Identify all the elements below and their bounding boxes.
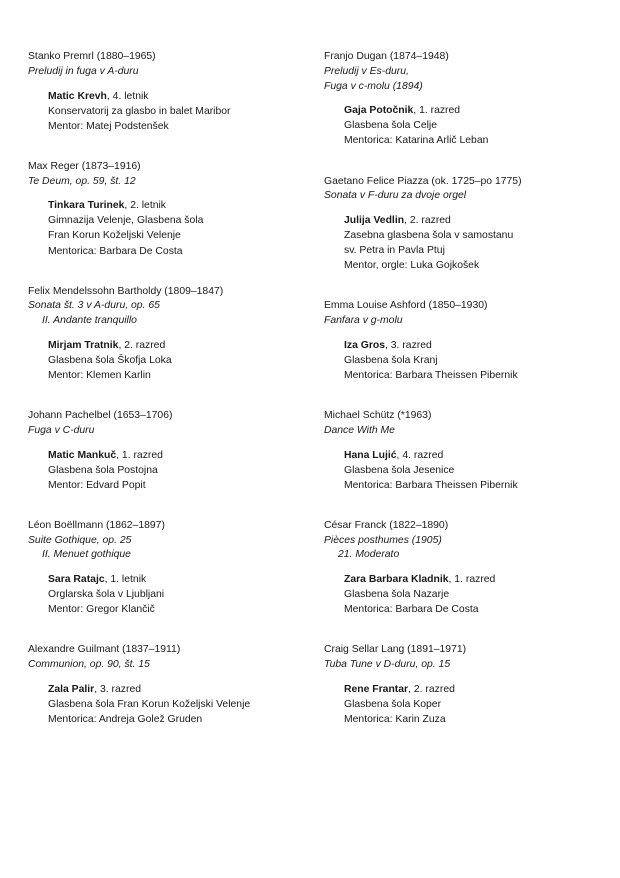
- performer-grade: , 1. razred: [448, 574, 496, 586]
- performer-name: Zara Barbara Kladnik: [344, 574, 449, 586]
- performer-line: [344, 448, 592, 463]
- school-name: Glasbena šola Jesenice: [344, 464, 455, 476]
- performer-grade: , 3. razred: [94, 683, 141, 695]
- performer-block: [324, 103, 592, 148]
- program-entry: [324, 519, 592, 618]
- performer-name: Mirjam Tratnik: [48, 339, 119, 351]
- mentor-name: Mentorica: Barbara Theissen Pibernik: [344, 479, 518, 491]
- performer-name: Rene Frantar: [344, 683, 409, 695]
- work-title: Tuba Tune v D-duru, op. 15: [324, 659, 451, 671]
- composer-name: Alexandre Guilmant (1837–1911): [28, 644, 181, 656]
- composer-name: Michael Schütz (*1963): [324, 410, 432, 422]
- performer-name: Tinkara Turinek: [48, 200, 125, 212]
- composer-name: Gaetano Felice Piazza (ok. 1725–po 1775): [324, 175, 522, 187]
- mentor-name: Mentorica: Barbara De Costa: [344, 604, 479, 616]
- performer-grade: , 2. letnik: [124, 200, 167, 212]
- school-name: Glasbena šola Škofja Loka: [48, 354, 172, 366]
- program-entry: [324, 299, 592, 383]
- performer-block: [28, 572, 296, 617]
- program-entry: [28, 409, 296, 493]
- program-column-left: [28, 50, 296, 753]
- school-name: sv. Petra in Pavla Ptuj: [344, 245, 445, 257]
- work-title: Dance With Me: [324, 424, 395, 436]
- program-entry: [324, 50, 592, 149]
- work-title: Preludij in fuga v A-duru: [28, 65, 139, 77]
- performer-name: Sara Ratajc: [48, 574, 105, 586]
- work-title: Te Deum, op. 59, št. 12: [28, 175, 136, 187]
- performer-grade: , 2. razred: [408, 683, 455, 695]
- mentor-name: Mentorica: Barbara De Costa: [48, 245, 183, 257]
- performer-grade: , 1. razred: [116, 449, 163, 461]
- school-name: Glasbena šola Fran Korun Koželjski Velenje: [48, 699, 251, 711]
- movement-title: II. Menuet gothique: [42, 549, 131, 561]
- movement-title: 21. Moderato: [338, 549, 400, 561]
- program-columns: [28, 50, 592, 753]
- composer-name: Emma Louise Ashford (1850–1930): [324, 300, 488, 312]
- program-entry: [28, 643, 296, 727]
- performer-block: [28, 89, 296, 134]
- performer-grade: , 2. razred: [118, 339, 166, 351]
- performer-grade: , 3. razred: [385, 339, 432, 351]
- school-name: Zasebna glasbena šola v samostanu: [344, 230, 514, 242]
- performer-line: [344, 213, 592, 228]
- work-title: Fanfara v g-molu: [324, 315, 403, 327]
- program-entry: [28, 50, 296, 134]
- movement-title: II. Andante tranquillo: [42, 315, 137, 327]
- work-title: Sonata v F-duru za dvoje orgel: [324, 190, 467, 202]
- performer-name: Hana Lujić: [344, 449, 397, 461]
- work-title: Sonata št. 3 v A-duru, op. 65: [28, 300, 160, 312]
- composer-name: César Franck (1822–1890): [324, 519, 449, 531]
- work-title: Suite Gothique, op. 25: [28, 534, 132, 546]
- performer-grade: , 2. razred: [404, 215, 451, 227]
- program-entry: [324, 643, 592, 727]
- performer-line: [344, 103, 592, 118]
- performer-grade: , 4. letnik: [106, 90, 149, 102]
- performer-block: [324, 213, 592, 273]
- mentor-name: Mentorica: Karin Zuza: [344, 714, 446, 726]
- work-title: Preludij v Es-duru,: [324, 65, 409, 77]
- work-title: Fuga v c-molu (1894): [324, 80, 423, 92]
- composer-name: Craig Sellar Lang (1891–1971): [324, 644, 467, 656]
- performer-line: [48, 682, 296, 697]
- program-entry: [28, 160, 296, 259]
- program-entry: [28, 519, 296, 618]
- performer-block: [324, 572, 592, 617]
- work-title: Communion, op. 90, št. 15: [28, 659, 150, 671]
- performer-name: Matic Mankuč: [48, 449, 117, 461]
- performer-line: [48, 448, 296, 463]
- performer-name: Gaja Potočnik: [344, 105, 414, 117]
- performer-grade: , 1. letnik: [104, 574, 147, 586]
- school-name: Glasbena šola Nazarje: [344, 589, 450, 601]
- mentor-name: Mentor, orgle: Luka Gojkošek: [344, 260, 480, 272]
- mentor-name: Mentor: Gregor Klančič: [48, 604, 155, 616]
- composer-name: Max Reger (1873–1916): [28, 160, 141, 172]
- performer-line: [48, 89, 296, 104]
- mentor-name: Mentorica: Andreja Golež Gruden: [48, 714, 203, 726]
- school-name: Glasbena šola Celje: [344, 120, 437, 132]
- performer-block: [324, 682, 592, 727]
- performer-line: [48, 198, 296, 213]
- mentor-name: Mentorica: Barbara Theissen Pibernik: [344, 370, 518, 382]
- work-title: Fuga v C-duru: [28, 424, 95, 436]
- performer-name: Iza Gros: [344, 339, 385, 351]
- composer-name: Stanko Premrl (1880–1965): [28, 51, 156, 62]
- performer-line: [344, 682, 592, 697]
- school-name: Glasbena šola Koper: [344, 699, 442, 711]
- performer-block: [28, 338, 296, 383]
- composer-name: Franjo Dugan (1874–1948): [324, 51, 449, 62]
- composer-name: Johann Pachelbel (1653–1706): [28, 410, 173, 422]
- performer-block: [28, 198, 296, 258]
- performer-block: [324, 448, 592, 493]
- mentor-name: Mentor: Matej Podstenšek: [48, 120, 169, 132]
- performer-grade: , 1. razred: [413, 105, 461, 117]
- mentor-name: Mentor: Klemen Karlin: [48, 370, 151, 382]
- program-entry: [324, 409, 592, 493]
- school-name: Glasbena šola Postojna: [48, 464, 158, 476]
- performer-name: Matic Krevh: [48, 90, 107, 102]
- program-entry: [324, 175, 592, 274]
- program-column-right: [324, 50, 592, 753]
- performer-block: [324, 338, 592, 383]
- composer-name: Léon Boëllmann (1862–1897): [28, 519, 165, 531]
- school-name: Orglarska šola v Ljubljani: [48, 589, 165, 601]
- performer-block: [28, 448, 296, 493]
- performer-name: Julija Vedlin: [344, 215, 405, 227]
- school-name: Glasbena šola Kranj: [344, 354, 438, 366]
- performer-name: Zala Palir: [48, 683, 95, 695]
- performer-line: [344, 338, 592, 353]
- mentor-name: Mentorica: Katarina Arlič Leban: [344, 135, 489, 147]
- performer-line: [48, 338, 296, 353]
- school-name: Fran Korun Koželjski Velenje: [48, 230, 181, 242]
- performer-grade: , 4. razred: [396, 449, 444, 461]
- performer-line: [48, 572, 296, 587]
- performer-line: [344, 572, 592, 587]
- school-name: Gimnazija Velenje, Glasbena šola: [48, 215, 204, 227]
- program-entry: [28, 285, 296, 384]
- work-title: Pièces posthumes (1905): [324, 534, 442, 546]
- performer-block: [28, 682, 296, 727]
- school-name: Konservatorij za glasbo in balet Maribor: [48, 105, 231, 117]
- mentor-name: Mentor: Edvard Popit: [48, 479, 146, 491]
- composer-name: Felix Mendelssohn Bartholdy (1809–1847): [28, 285, 224, 297]
